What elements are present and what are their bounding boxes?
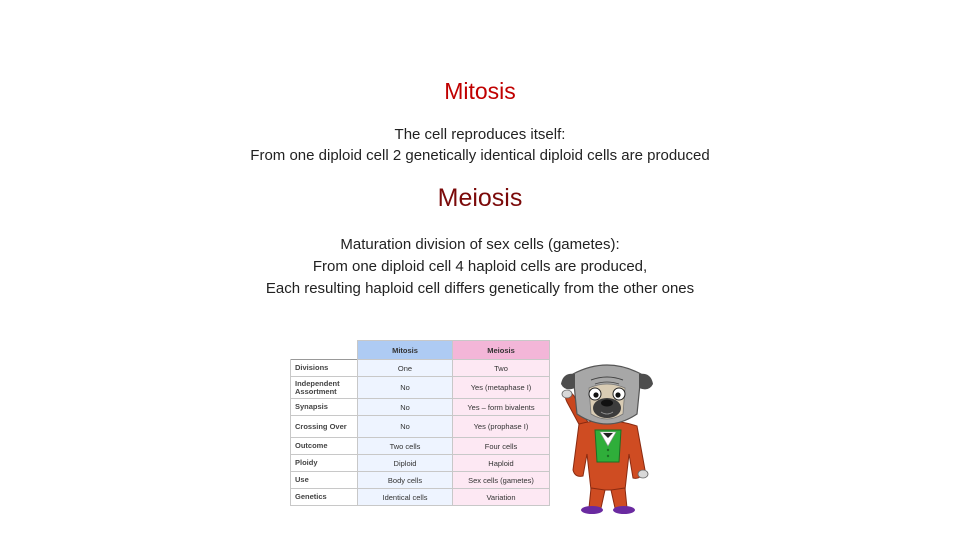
row-label: Ploidy	[291, 455, 358, 472]
mitosis-title: Mitosis	[444, 78, 516, 104]
table-row	[291, 438, 550, 455]
meiosis-cell: Two	[453, 360, 550, 377]
meiosis-cell: Four cells	[453, 438, 550, 455]
meiosis-line-1: Maturation division of sex cells (gametes):	[340, 236, 620, 253]
table-row	[291, 377, 550, 399]
mitosis-line-1: The cell reproduces itself:	[394, 126, 566, 143]
mitosis-cell: Diploid	[358, 455, 453, 472]
table-row	[291, 360, 550, 377]
mitosis-cell: One	[358, 360, 453, 377]
row-label: Outcome	[291, 438, 358, 455]
mitosis-cell: No	[358, 416, 453, 438]
meiosis-cell: Yes (metaphase I)	[453, 377, 550, 399]
row-label: Use	[291, 472, 358, 489]
meiosis-line-3: Each resulting haploid cell differs genetically from the other ones	[265, 280, 695, 297]
meiosis-cell: Haploid	[453, 455, 550, 472]
mitosis-cell: No	[358, 399, 453, 416]
table-row	[291, 416, 550, 438]
comparison-table	[290, 340, 550, 506]
mitosis-cell: Two cells	[358, 438, 453, 455]
meiosis-cell: Sex cells (gametes)	[453, 472, 550, 489]
mitosis-line-2: From one diploid cell 2 genetically identical diploid cells are produced	[250, 147, 710, 164]
meiosis-cell: Yes (prophase I)	[453, 416, 550, 438]
table-row	[291, 489, 550, 506]
meiosis-cell: Yes – form bivalents	[453, 399, 550, 416]
row-label: Divisions	[291, 360, 358, 377]
row-label: Crossing Over	[291, 416, 358, 438]
table-header-blank	[291, 341, 358, 360]
meiosis-title: Meiosis	[437, 184, 523, 212]
mitosis-cell: Identical cells	[358, 489, 453, 506]
table-row	[291, 472, 550, 489]
row-label: Independent Assortment	[291, 377, 358, 399]
mitosis-cell: Body cells	[358, 472, 453, 489]
table-row	[291, 455, 550, 472]
meiosis-cell: Variation	[453, 489, 550, 506]
meiosis-line-2: From one diploid cell 4 haploid cells are produced,	[312, 258, 648, 275]
row-label: Synapsis	[291, 399, 358, 416]
pug-professor-icon	[545, 350, 670, 515]
row-label: Genetics	[291, 489, 358, 506]
mitosis-cell: No	[358, 377, 453, 399]
table-row	[291, 399, 550, 416]
table-header-meiosis: Meiosis	[453, 341, 550, 360]
table-header-row	[291, 341, 550, 360]
table-header-mitosis: Mitosis	[358, 341, 453, 360]
